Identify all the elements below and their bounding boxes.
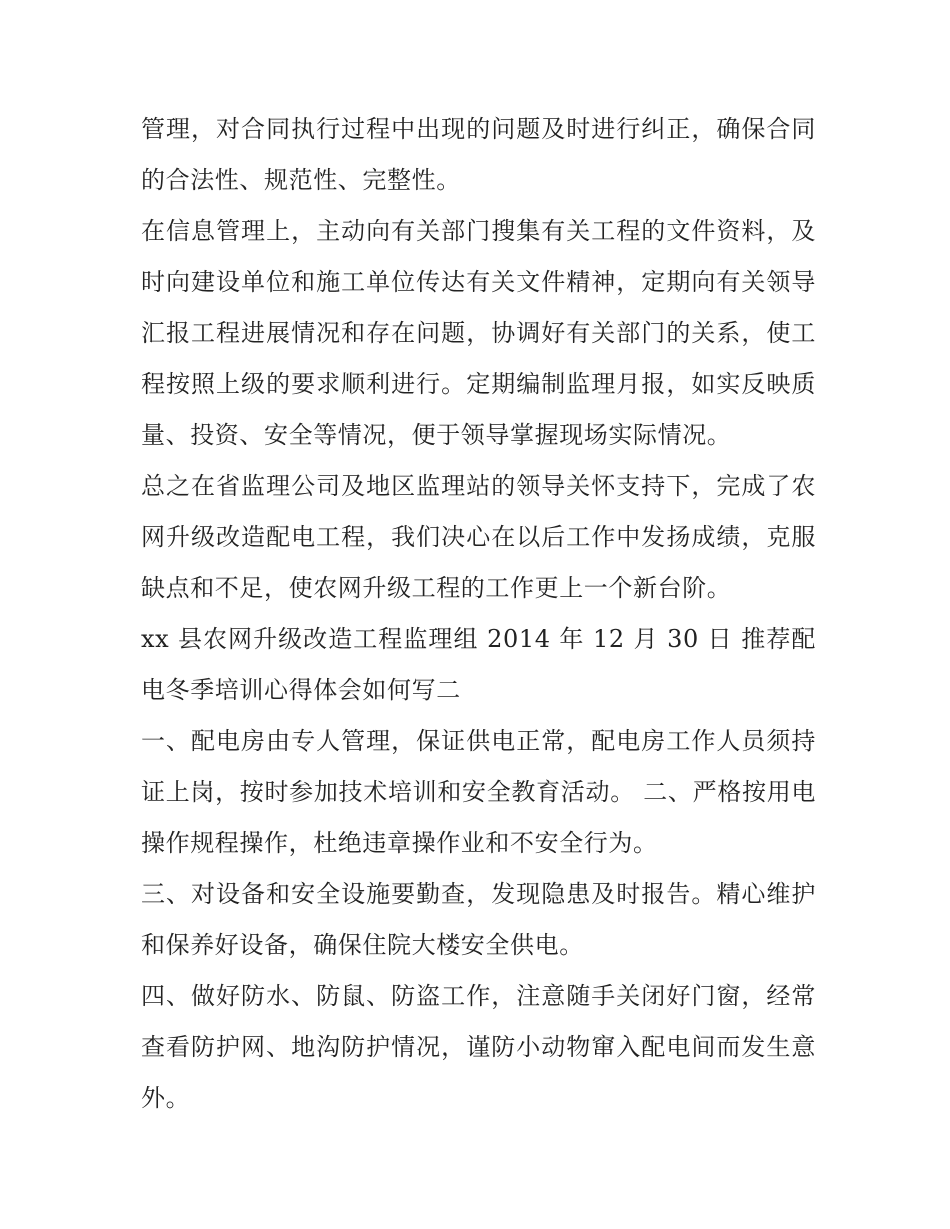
paragraph-rule-one-two: 一、配电房由专人管理，保证供电正常，配电房工作人员须持证上岗，按时参加技术培训和安全教育活动。 二、严格按用电操作规程操作，杜绝违章操作业和不安全行为。 <box>141 727 816 857</box>
paragraph-information-management: 在信息管理上，主动向有关部门搜集有关工程的文件资料，及时向建设单位和施工单位传达有关文件精神，定期向有关领导汇报工程进展情况和存在问题，协调好有关部门的关系，使工程按照上级的要求顺利进行。定期编制监理月报，如实反映质量、投资、安全等情况，便于领导掌握现场实际情况。 <box>141 217 816 449</box>
paragraph-signature-and-title: xx 县农网升级改造工程监理组 2014 年 12 月 30 日 推荐配电冬季培训心得体会如何写二 <box>141 625 816 704</box>
paragraph-rule-four: 四、做好防水、防鼠、防盗工作，注意随手关闭好门窗，经常查看防护网、地沟防护情况，谨防小动物窜入配电间而发生意外。 <box>141 982 816 1112</box>
paragraph-conclusion: 总之在省监理公司及地区监理站的领导关怀支持下，完成了农网升级改造配电工程，我们决心在以后工作中发扬成绩，克服缺点和不足，使农网升级工程的工作更上一个新台阶。 <box>141 472 816 602</box>
paragraph-rule-three: 三、对设备和安全设施要勤查，发现隐患及时报告。精心维护和保养好设备，确保住院大楼安全供电。 <box>141 880 816 959</box>
document-body <box>141 104 816 1124</box>
paragraph-contract-management: 管理，对合同执行过程中出现的问题及时进行纠正，确保合同的合法性、规范性、完整性。 <box>141 115 816 194</box>
